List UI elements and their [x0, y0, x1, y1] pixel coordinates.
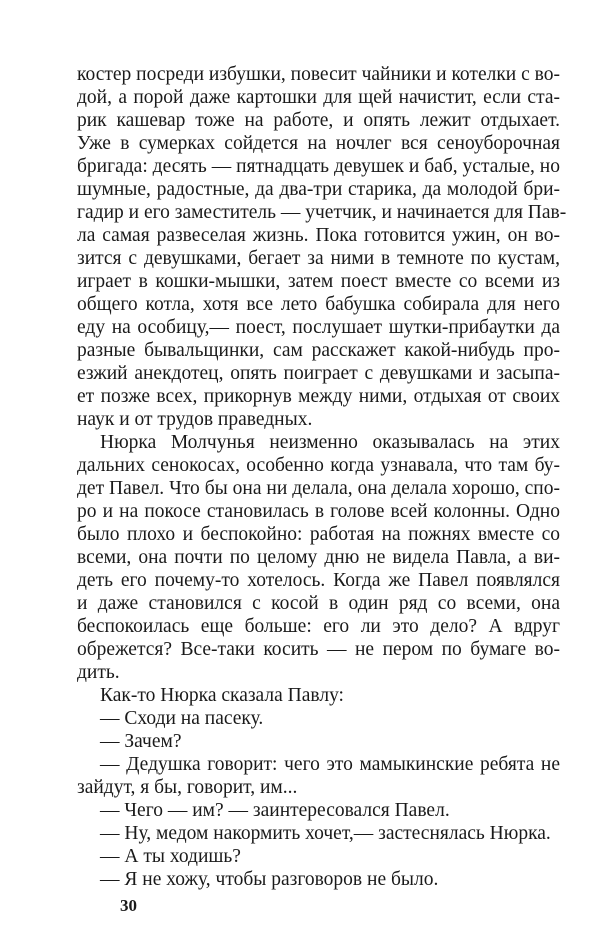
text-line: зайдут, я бы, говорит, им...	[77, 777, 298, 798]
text-line: беспокоилась еще больше: его ли это дело? А вдруг	[77, 616, 560, 637]
text-line: — Ну, медом накормить хочет,— застеснялась Нюрка.	[100, 823, 551, 844]
text-line: ро и на покосе становилась в голове всей колонны. Одно	[77, 501, 560, 522]
text-line: разные бывальщинки, сам расскажет какой-нибудь про-	[77, 340, 560, 361]
text-line: — Чего — им? — заинтересовался Павел.	[100, 800, 450, 821]
text-line: и даже становился с косой в один ряд со всеми, она	[77, 593, 560, 614]
text-line: зится с девушками, бегает за ними в темноте по кустам,	[77, 248, 560, 269]
text-line: Уже в сумерках сойдется на ночлег вся сеноуборочная	[77, 133, 560, 154]
text-line: дить.	[77, 662, 120, 683]
text-line: деть его почему-то хотелось. Когда же Павел появлялся	[77, 570, 560, 591]
text-line: костер посреди избушки, повесит чайники и котелки с во-	[77, 64, 560, 85]
text-line: шумные, радостные, да два-три старика, да молодой бри-	[77, 179, 560, 200]
text-line: рик кашевар тоже на работе, и опять лежит отдыхает.	[77, 110, 560, 131]
text-line: дет Павел. Что бы она ни делала, она делала хорошо, спо-	[77, 478, 560, 499]
text-line: было плохо и беспокойно: работая на пожнях вместе со	[77, 524, 560, 545]
page-number: 30	[120, 896, 137, 915]
text-line: гадир и его заместитель — учетчик, и начинается для Пав-	[77, 202, 567, 223]
text-line: обрежется? Все-таки косить — не пером по бумаге во-	[77, 639, 560, 660]
text-line: дальних сенокосах, особенно когда узнавала, что там бу-	[77, 455, 560, 476]
text-line: Нюрка Молчунья неизменно оказывалась на этих	[100, 432, 560, 453]
text-line: бригада: десять — пятнадцать девушек и баб, усталые, но	[77, 156, 560, 177]
text-line: — Сходи на пасеку.	[100, 708, 264, 729]
text-line: дой, а порой даже картошки для щей начистит, если ста-	[77, 87, 560, 108]
text-line: — Я не хожу, чтобы разговоров не было.	[100, 869, 439, 890]
text-line: — Зачем?	[100, 731, 182, 752]
text-line: ет позже всех, прикорнув между ними, отдыхая от своих	[77, 386, 560, 407]
text-line: еду на особицу,— поест, послушает шутки-прибаутки да	[77, 317, 560, 338]
text-line: — Дедушка говорит: чего это мамыкинские ребята не	[100, 754, 560, 775]
text-line: общего котла, хотя все лето бабушка собирала для него	[77, 294, 560, 315]
text-line: играет в кошки-мышки, затем поест вместе со всеми из	[77, 271, 560, 292]
text-line: наук и от трудов праведных.	[77, 409, 313, 430]
text-line: ла самая развеселая жизнь. Пока готовится ужин, он во-	[77, 225, 560, 246]
text-line: езжий анекдотец, опять поиграет с девушками и засыпа-	[77, 363, 560, 384]
text-line: всеми, она почти по целому дню не видела Павла, а ви-	[77, 547, 560, 568]
text-line: — А ты ходишь?	[100, 846, 241, 867]
text-line: Как-то Нюрка сказала Павлу:	[100, 685, 344, 706]
